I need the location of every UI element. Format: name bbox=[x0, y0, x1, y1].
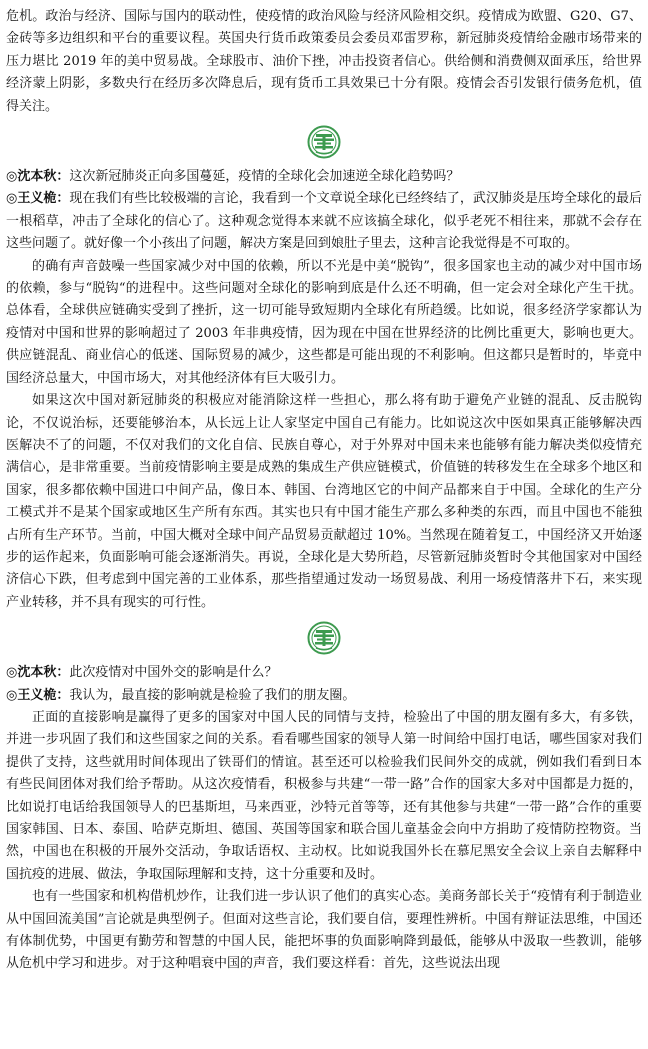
body-paragraph: 也有一些国家和机构借机炒作，让我们进一步认识了他们的真实心态。美商务部长关于“疫情有利于制造业从中国回流美国”言论就是典型例子。但面对这些言论，我们要自信，要理性辨析。中国有辩证法思维，中国还有体制优势，中国更有勤劳和智慧的中国人民，能把坏事的负面影响降到最低，能够从中汲取一些教训，能够从危机中学习和进步。对于这种唱衰中国的声音，我们要这样看：首先，这些说法出现 bbox=[6, 889, 642, 972]
speaker-label: ◎王义桅： bbox=[6, 687, 70, 703]
section-divider bbox=[6, 125, 642, 159]
answer-1 bbox=[6, 188, 642, 255]
answer-2 bbox=[6, 685, 642, 707]
question-1 bbox=[6, 166, 642, 188]
body-paragraph: 正面的直接影响是赢得了更多的国家对中国人民的同情与支持，检验出了中国的朋友圈有多大，有多铁，并进一步巩固了我们和这些国家之间的关系。看看哪些国家的领导人第一时间给中国打电话，哪些国家对我们提供了支持，这些就用时间体现出了铁哥们的情谊。甚至还可以检验我们民间外交的成就，例如我们看到日本有些民间团体对我们给予帮助。从这次疫情看，积极参与共建“一带一路”合作的国家大多对中国都是力挺的，比如说打电话给我国领导人的巴基斯坦，马来西亚，沙特元首等等，还有其他参与共建“一带一路”合作的重要国家韩国、日本、泰国、哈萨克斯坦、德国、英国等国家和联合国儿童基金会向中方捐助了疫情防控物资。当然，中国也在积极的开展外交活动，争取话语权、主动权。比如说我国外长在慕尼黑安全会议上亲自去解释中国抗疫的进展、做法，争取国际理解和支持，这十分重要和及时。 bbox=[6, 709, 642, 882]
emblem-icon bbox=[307, 125, 341, 159]
question-text: 这次新冠肺炎正向多国蔓延，疫情的全球化会加速逆全球化趋势吗？ bbox=[69, 169, 460, 185]
answer-text: 现在我们有些比较极端的言论，我看到一个文章说全球化已经终结了，武汉肺炎是压垮全球化的最后一根稻草，冲击了全球化的信心了。这种观念觉得本来就不应该搞全球化，似乎老死不相往来，那就不会存在这些问题了。就好像一个小孩出了问题，解决方案是回到娘肚子里去，这种言论我觉得是不可取的。 bbox=[6, 191, 642, 252]
question-2 bbox=[6, 662, 642, 684]
speaker-label: ◎王义桅： bbox=[6, 191, 70, 207]
speaker-label: ◎沈本秋： bbox=[6, 665, 70, 681]
answer-text: 我认为，最直接的影响就是检验了我们的朋友圈。 bbox=[69, 687, 356, 703]
question-text: 此次疫情对中国外交的影响是什么？ bbox=[69, 665, 278, 681]
speaker-label: ◎沈本秋： bbox=[6, 169, 70, 185]
body-paragraph: 的确有声音鼓噪一些国家减少对中国的依赖，所以不光是中美“脱钩”，很多国家也主动的减少对中国市场的依赖，参与“脱钩“的进程中。这些问题对全球化的影响到底是什么还不明确，但一定会对全球化产生干扰。总体看，全球供应链确实受到了挫折，这一切可能导致短期内全球化有所趋缓。比如说，很多经济学家都认为疫情对中国和世界的影响超过了 2003 年非典疫情，因为现在中国在世界经济的比例比重更大，影响也更大。供应链混乱、商业信心的低迷、国际贸易的减少，这些都是可能出现的不利影响。但这都只是暂时的，毕竟中国经济总量大，中国市场大，对其他经济体有巨大吸引力。 bbox=[6, 258, 642, 386]
intro-paragraph: 危机。政治与经济、国际与国内的联动性，使疫情的政治风险与经济风险相交织。疫情成为欧盟、G20、G7、金砖等多边组织和平台的重要议程。英国央行货币政策委员会委员邓雷罗称，新冠肺炎疫情给金融市场带来的压力堪比 2019 年的美中贸易战。全球股市、油价下挫，冲击投资者信心。供给侧和消费侧双面承压，给世界经济蒙上阴影，多数央行在经历多次降息后，现有货币工具效果已十分有限。疫情会否引发银行债务危机，值得关注。 bbox=[6, 9, 642, 114]
body-paragraph: 如果这次中国对新冠肺炎的积极应对能消除这样一些担心，那么将有助于避免产业链的混乱、反击脱钩论，不仅说治标，还要能够治本，从长远上让人家坚定中国自己有能力。比如说这次中医如果真正能够解决西医解决不了的问题，不仅对我们的文化自信、民族自尊心，对于外界对中国未来也能够有能力解决类似疫情充满信心，是非常重要。当前疫情影响主要是成熟的集成生产供应链模式，价值链的转移发生在全球多个地区和国家，很多都依赖中国进口中间产品，像日本、韩国、台湾地区它的中间产品都来自于中国。全球化的生产分工模式并不是某个国家或地区生产所有东西。其实也只有中国才能生产那么多种类的东西，而且中国也不能独占所有生产环节。当前，中国大概对全球中间产品贸易贡献超过 10%。当然现在随着复工，中国经济又开始逐步的运作起来，负面影响可能会逐渐消失。再说，全球化是大势所趋，尽管新冠肺炎暂时令其他国家对中国经济信心下跌，但考虑到中国完善的工业体系，那些指望通过发动一场贸易战、利用一场疫情落井下石，来实现产业转移，并不具有现实的可行性。 bbox=[6, 393, 642, 610]
section-divider bbox=[6, 621, 642, 655]
emblem-icon bbox=[307, 621, 341, 655]
